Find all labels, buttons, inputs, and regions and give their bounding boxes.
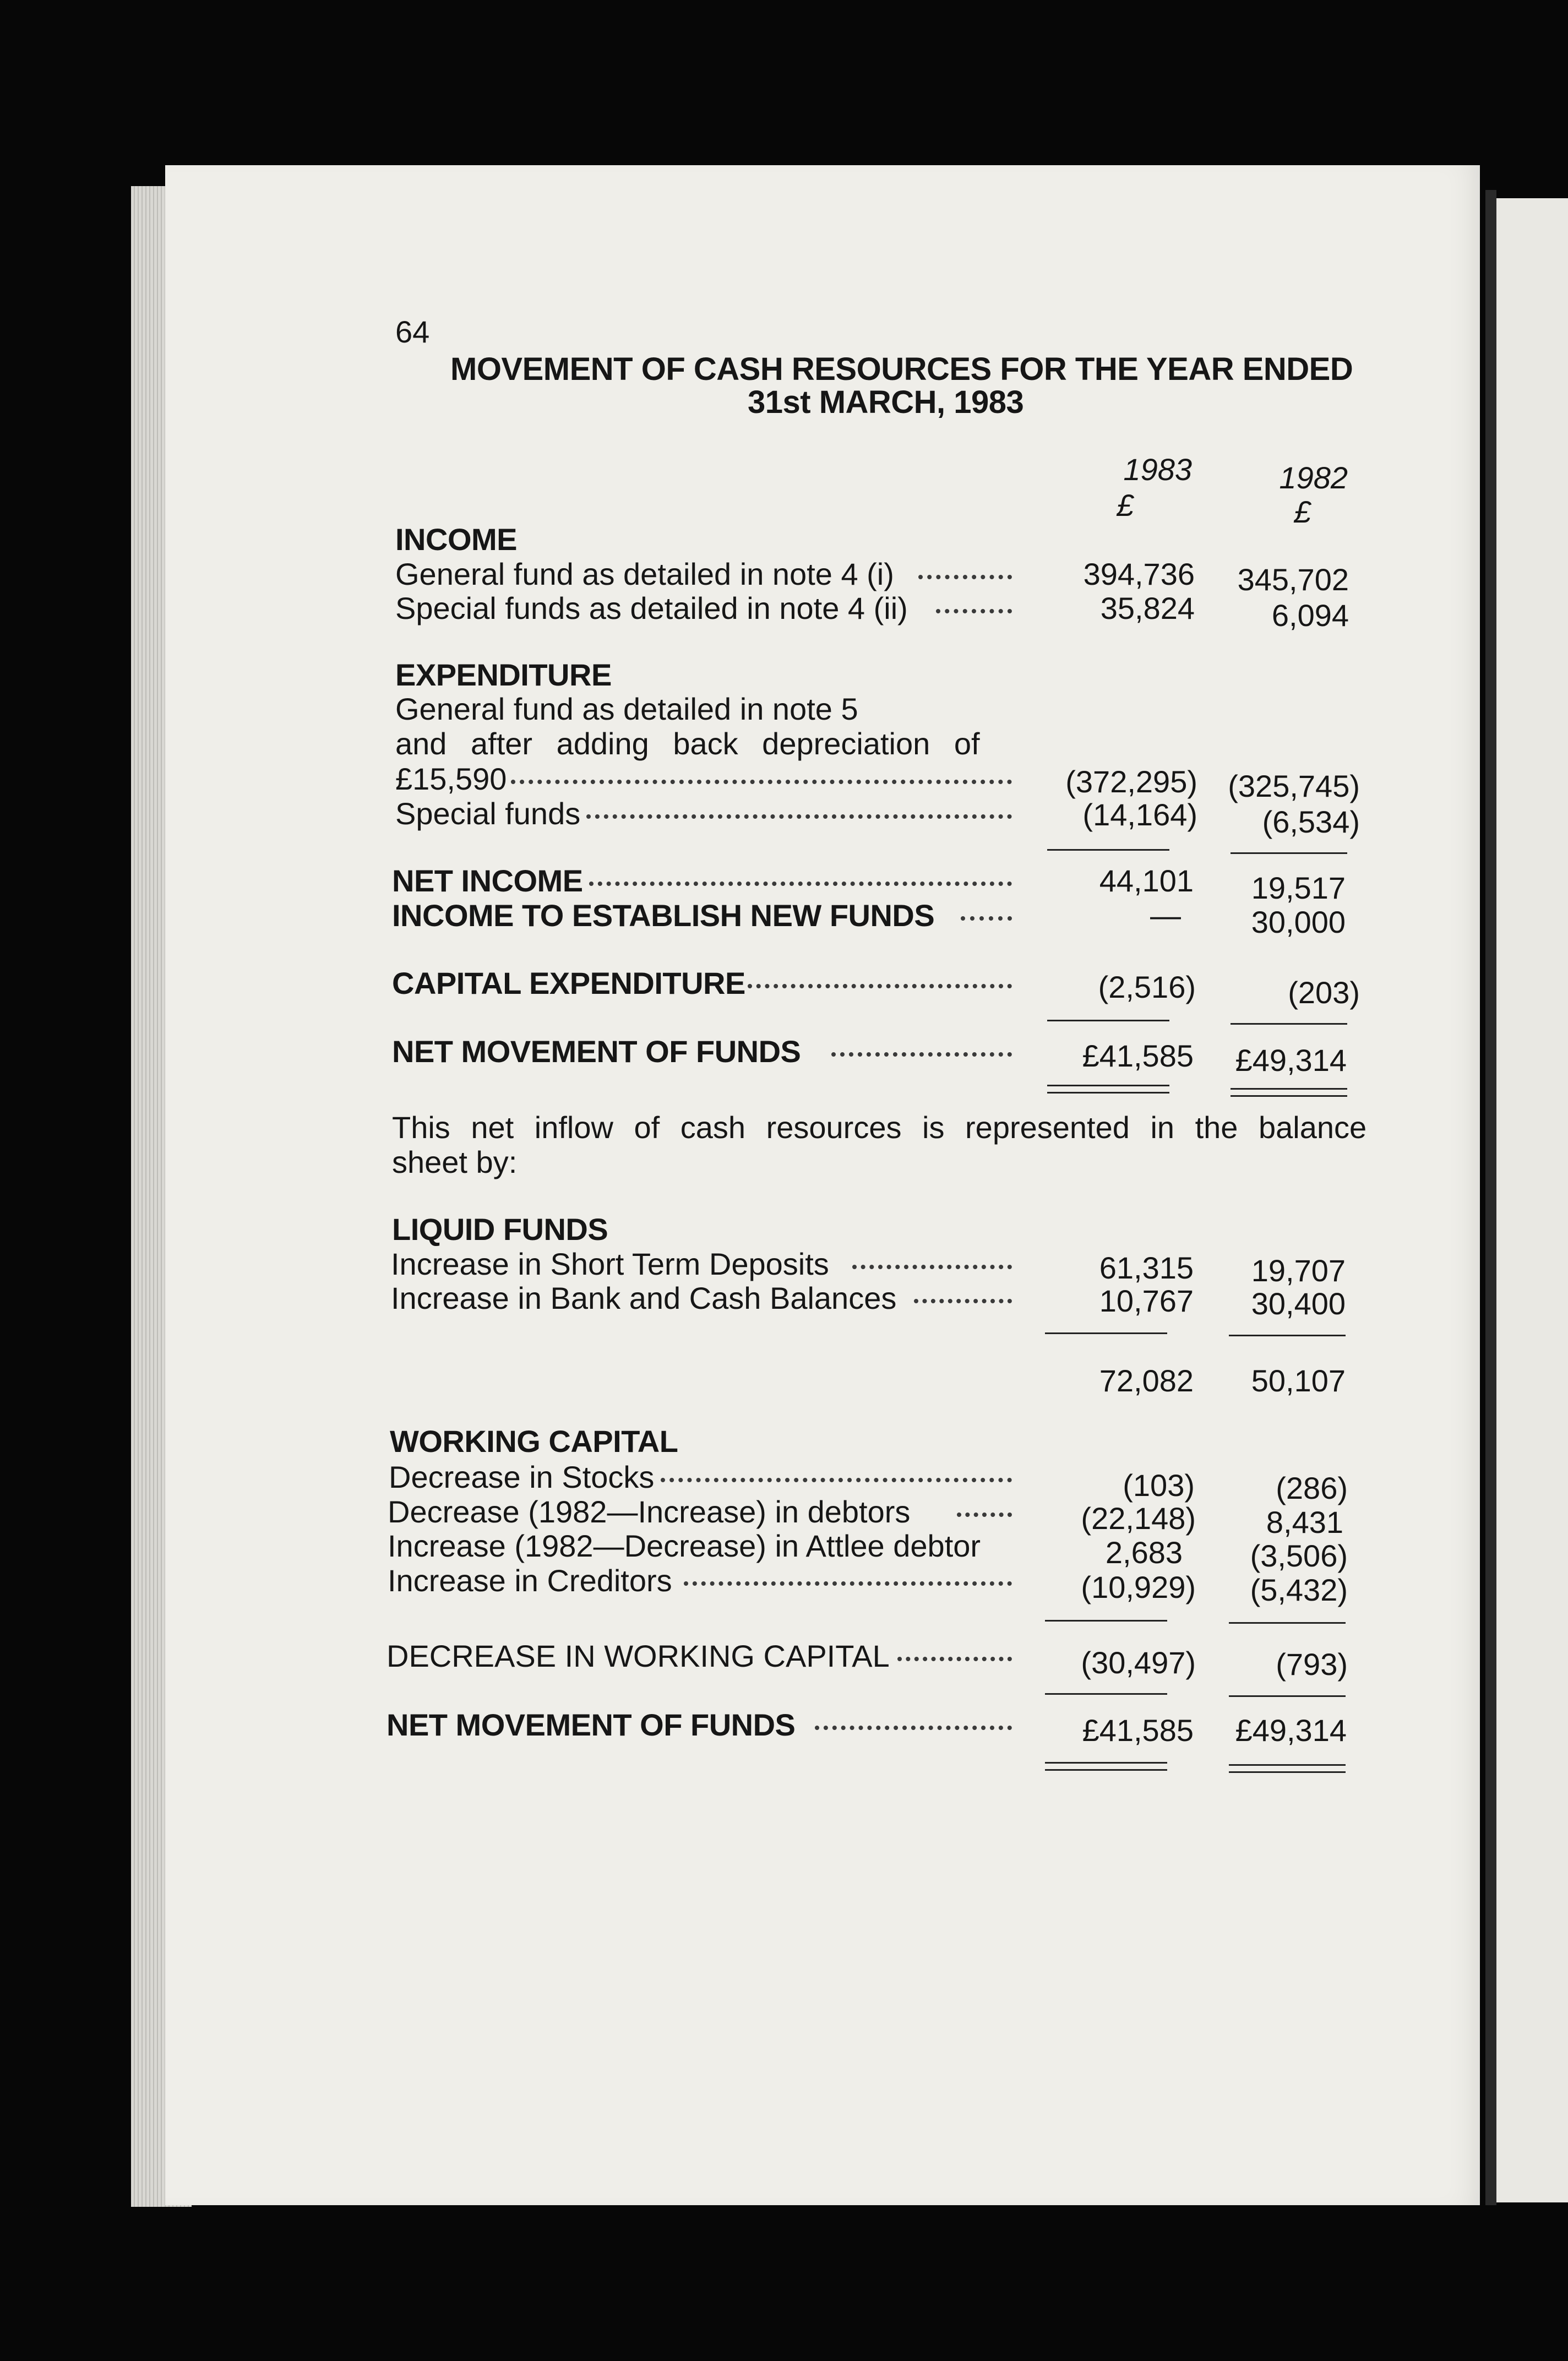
decrease-working-capital-1982: (793)	[1276, 1647, 1348, 1682]
leader-dots	[897, 1657, 1012, 1661]
liquid-bank-1982: 30,400	[1251, 1286, 1346, 1321]
net-movement-label-2: NET MOVEMENT OF FUNDS	[386, 1707, 796, 1742]
net-income-1982: 19,517	[1251, 871, 1346, 905]
leader-dots	[914, 1299, 1012, 1303]
column-header-1983: 1983	[1123, 452, 1192, 487]
income-heading: INCOME	[395, 522, 517, 557]
expenditure-general-line-1: General fund as detailed in note 5	[395, 692, 858, 726]
net-movement-1983: £41,585	[1082, 1038, 1194, 1073]
working-capital-heading: WORKING CAPITAL	[390, 1424, 678, 1459]
leader-dots	[831, 1052, 1012, 1057]
liquid-total-1982: 50,107	[1251, 1363, 1346, 1398]
leader-dots	[815, 1726, 1012, 1730]
capital-expenditure-1982: (203)	[1288, 975, 1360, 1010]
represented-text-line-2: sheet by:	[392, 1145, 518, 1179]
decrease-working-capital-1983: (30,497)	[1081, 1645, 1196, 1680]
new-funds-label: INCOME TO ESTABLISH NEW FUNDS	[392, 898, 935, 933]
book-gutter	[1485, 190, 1496, 2205]
net-income-1983: 44,101	[1099, 863, 1194, 898]
subtotal-rule	[1231, 1023, 1347, 1025]
subtotal-rule	[1045, 1332, 1167, 1334]
liquid-deposits-1983: 61,315	[1099, 1250, 1194, 1285]
expenditure-general-line-3: £15,590	[395, 761, 507, 796]
expenditure-special-label: Special funds	[395, 796, 581, 831]
working-creditors-1982: (5,432)	[1250, 1573, 1348, 1607]
total-double-rule	[1045, 1762, 1167, 1771]
subtotal-rule	[1229, 1622, 1346, 1624]
subtotal-rule	[1229, 1335, 1346, 1336]
title-line-2: 31st MARCH, 1983	[748, 384, 1024, 420]
working-stocks-label: Decrease in Stocks	[389, 1460, 655, 1494]
capital-expenditure-label: CAPITAL EXPENDITURE	[392, 966, 745, 1000]
facing-page	[1496, 198, 1568, 2202]
new-funds-1983: —	[1150, 898, 1181, 933]
net-income-label: NET INCOME	[392, 863, 583, 898]
subtotal-rule	[1229, 1695, 1346, 1697]
leader-dots	[589, 882, 1012, 886]
title-line-1: MOVEMENT OF CASH RESOURCES FOR THE YEAR ENDED	[450, 351, 1353, 387]
leader-dots	[684, 1581, 1012, 1586]
column-header-1982: 1982	[1279, 460, 1348, 495]
currency-1983: £	[1117, 488, 1134, 523]
subtotal-rule	[1047, 849, 1169, 851]
working-attlee-1982: (3,506)	[1250, 1538, 1348, 1573]
expenditure-general-line-2: and after adding back depreciation of	[395, 726, 980, 761]
liquid-funds-heading: LIQUID FUNDS	[392, 1212, 608, 1247]
income-special-1982: 6,094	[1271, 598, 1349, 633]
expenditure-special-1983: (14,164)	[1082, 797, 1197, 832]
expenditure-general-1982: (325,745)	[1228, 769, 1360, 803]
net-movement-2-1983: £41,585	[1082, 1713, 1194, 1748]
subtotal-rule	[1045, 1693, 1167, 1695]
leader-dots	[586, 814, 1012, 819]
liquid-deposits-1982: 19,707	[1251, 1253, 1346, 1288]
income-special-label: Special funds as detailed in note 4 (ii)	[395, 591, 908, 625]
leader-dots	[961, 916, 1012, 921]
income-general-1982: 345,702	[1237, 562, 1349, 597]
leader-dots	[918, 575, 1012, 579]
total-double-rule	[1231, 1088, 1347, 1097]
page-number: 64	[395, 314, 430, 349]
decrease-working-capital-label: DECREASE IN WORKING CAPITAL	[386, 1639, 890, 1673]
leader-dots	[852, 1265, 1012, 1269]
leader-dots	[661, 1478, 1012, 1482]
document-page	[165, 165, 1480, 2205]
liquid-bank-1983: 10,767	[1099, 1283, 1194, 1318]
leader-dots	[957, 1513, 1012, 1517]
expenditure-heading: EXPENDITURE	[395, 657, 612, 692]
working-debtors-1983: (22,148)	[1081, 1501, 1196, 1536]
income-special-1983: 35,824	[1100, 591, 1195, 625]
working-creditors-label: Increase in Creditors	[388, 1563, 672, 1598]
subtotal-rule	[1231, 852, 1347, 854]
income-general-1983: 394,736	[1083, 557, 1195, 591]
total-double-rule	[1047, 1085, 1169, 1094]
working-stocks-1982: (286)	[1276, 1471, 1348, 1505]
working-creditors-1983: (10,929)	[1081, 1570, 1196, 1604]
liquid-total-1983: 72,082	[1099, 1363, 1194, 1398]
working-debtors-label: Decrease (1982—Increase) in debtors	[388, 1494, 911, 1529]
working-attlee-label: Increase (1982—Decrease) in Attlee debtor	[388, 1528, 981, 1563]
working-attlee-1983: 2,683	[1105, 1535, 1183, 1570]
expenditure-general-1983: (372,295)	[1065, 764, 1197, 799]
liquid-bank-label: Increase in Bank and Cash Balances	[391, 1281, 897, 1315]
working-debtors-1982: 8,431	[1266, 1505, 1343, 1539]
liquid-deposits-label: Increase in Short Term Deposits	[391, 1247, 829, 1281]
represented-text-line-1: This net inflow of cash resources is represented in the balance	[392, 1110, 1367, 1145]
total-double-rule	[1229, 1764, 1346, 1773]
leader-dots	[748, 984, 1012, 988]
leader-dots	[936, 609, 1012, 613]
leader-dots	[511, 780, 1012, 784]
capital-expenditure-1983: (2,516)	[1098, 970, 1196, 1004]
new-funds-1982: 30,000	[1251, 905, 1346, 939]
subtotal-rule	[1045, 1620, 1167, 1622]
net-movement-1982: £49,314	[1235, 1043, 1347, 1078]
net-movement-2-1982: £49,314	[1235, 1713, 1347, 1748]
net-movement-label: NET MOVEMENT OF FUNDS	[392, 1034, 801, 1069]
subtotal-rule	[1047, 1020, 1169, 1021]
expenditure-special-1982: (6,534)	[1262, 804, 1360, 839]
income-general-label: General fund as detailed in note 4 (i)	[395, 557, 894, 591]
working-stocks-1983: (103)	[1123, 1468, 1195, 1503]
currency-1982: £	[1294, 494, 1311, 529]
